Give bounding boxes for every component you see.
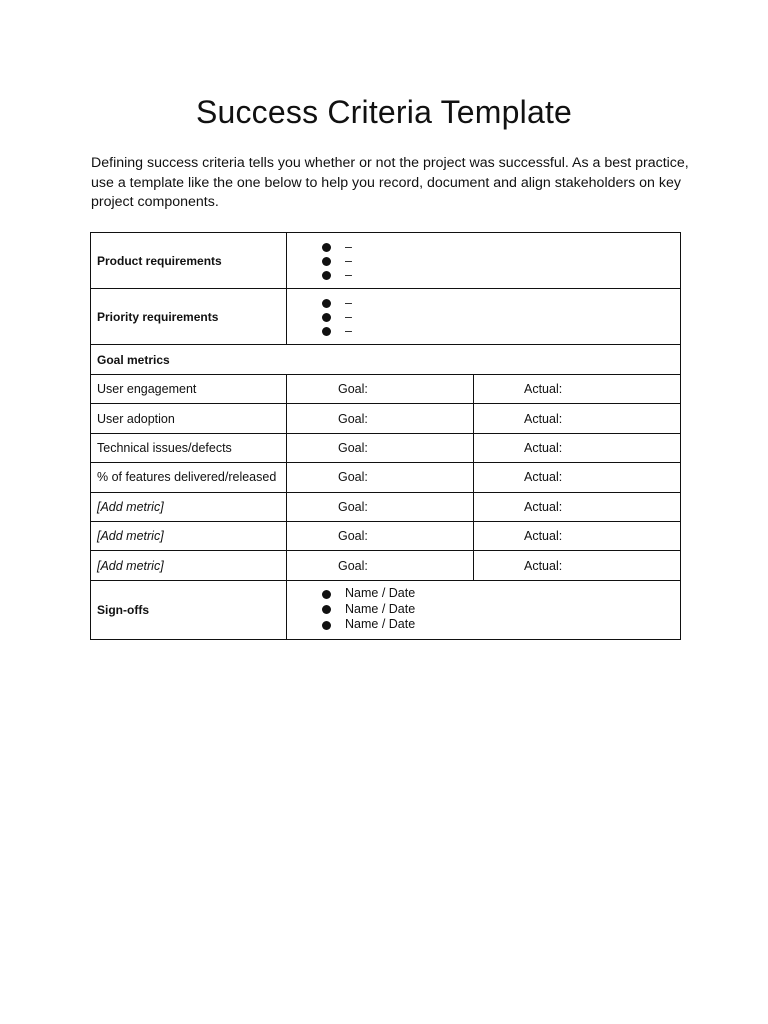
table-row — [91, 521, 681, 550]
metric-name: User adoption — [91, 404, 287, 433]
priority-requirements-label: Priority requirements — [91, 289, 287, 345]
bullet-icon — [322, 257, 331, 266]
metric-name-placeholder[interactable]: [Add metric] — [91, 521, 287, 550]
metric-actual-cell[interactable]: Actual: — [474, 433, 681, 462]
list-item-text: – — [345, 309, 352, 324]
metric-actual-cell[interactable]: Actual: — [474, 492, 681, 521]
metric-goal-cell[interactable]: Goal: — [287, 375, 474, 404]
signoffs-label: Sign-offs — [91, 580, 287, 639]
list-item-text: – — [345, 323, 352, 338]
list-item-text: – — [345, 253, 352, 268]
list-item — [322, 240, 674, 254]
metric-actual-cell[interactable]: Actual: — [474, 375, 681, 404]
bullet-icon — [322, 299, 331, 308]
metric-goal-cell[interactable]: Goal: — [287, 521, 474, 550]
metric-actual-cell[interactable]: Actual: — [474, 463, 681, 492]
bullet-icon — [322, 621, 331, 630]
bullet-icon — [322, 590, 331, 599]
bullet-icon — [322, 605, 331, 614]
metric-name-placeholder[interactable]: [Add metric] — [91, 551, 287, 580]
list-item — [322, 254, 674, 268]
metric-name: % of features delivered/released — [91, 463, 287, 492]
metric-goal-cell[interactable]: Goal: — [287, 551, 474, 580]
metric-actual-cell[interactable]: Actual: — [474, 551, 681, 580]
metric-goal-cell[interactable]: Goal: — [287, 492, 474, 521]
product-requirements-label: Product requirements — [91, 233, 287, 289]
intro-paragraph: Defining success criteria tells you whether or not the project was successful. As a best practice, use a template like the one below to help you record, document and align stakeholders on key project components. — [91, 155, 689, 210]
bullet-icon — [322, 243, 331, 252]
metric-actual-cell[interactable]: Actual: — [474, 404, 681, 433]
list-item-text: – — [345, 267, 352, 282]
metric-name: User engagement — [91, 375, 287, 404]
metric-name-placeholder[interactable]: [Add metric] — [91, 492, 287, 521]
signoff-entry[interactable]: Name / Date — [345, 586, 416, 601]
bullet-icon — [322, 313, 331, 322]
product-requirements-cell[interactable] — [287, 233, 681, 289]
metric-goal-cell[interactable]: Goal: — [287, 463, 474, 492]
product-requirements-list — [293, 240, 674, 282]
product-requirements-row — [91, 233, 681, 289]
signoffs-list — [293, 586, 674, 633]
bullet-icon — [322, 327, 331, 336]
priority-requirements-list — [293, 296, 674, 338]
table-row — [91, 492, 681, 521]
signoff-entry[interactable]: Name / Date — [345, 601, 416, 616]
table-row — [91, 433, 681, 462]
priority-requirements-row — [91, 289, 681, 345]
list-item — [322, 310, 674, 324]
signoffs-cell[interactable] — [287, 580, 681, 639]
signoffs-row — [91, 580, 681, 639]
bullet-icon — [322, 271, 331, 280]
page-title: Success Criteria Template — [195, 94, 573, 130]
list-item — [322, 586, 674, 602]
table-row — [91, 404, 681, 433]
list-item — [322, 268, 674, 282]
list-item — [322, 602, 674, 618]
list-item — [322, 324, 674, 338]
metric-goal-cell[interactable]: Goal: — [287, 433, 474, 462]
success-criteria-table — [90, 232, 681, 640]
goal-metrics-header-row — [91, 345, 681, 375]
priority-requirements-cell[interactable] — [287, 289, 681, 345]
table-row — [91, 463, 681, 492]
list-item-text: – — [345, 295, 352, 310]
table-row — [91, 375, 681, 404]
list-item — [322, 296, 674, 310]
signoff-entry[interactable]: Name / Date — [345, 617, 416, 632]
metric-name: Technical issues/defects — [91, 433, 287, 462]
metric-actual-cell[interactable]: Actual: — [474, 521, 681, 550]
table-row — [91, 551, 681, 580]
metric-goal-cell[interactable]: Goal: — [287, 404, 474, 433]
goal-metrics-label: Goal metrics — [91, 345, 681, 375]
list-item-text: – — [345, 239, 352, 254]
list-item — [322, 617, 674, 633]
